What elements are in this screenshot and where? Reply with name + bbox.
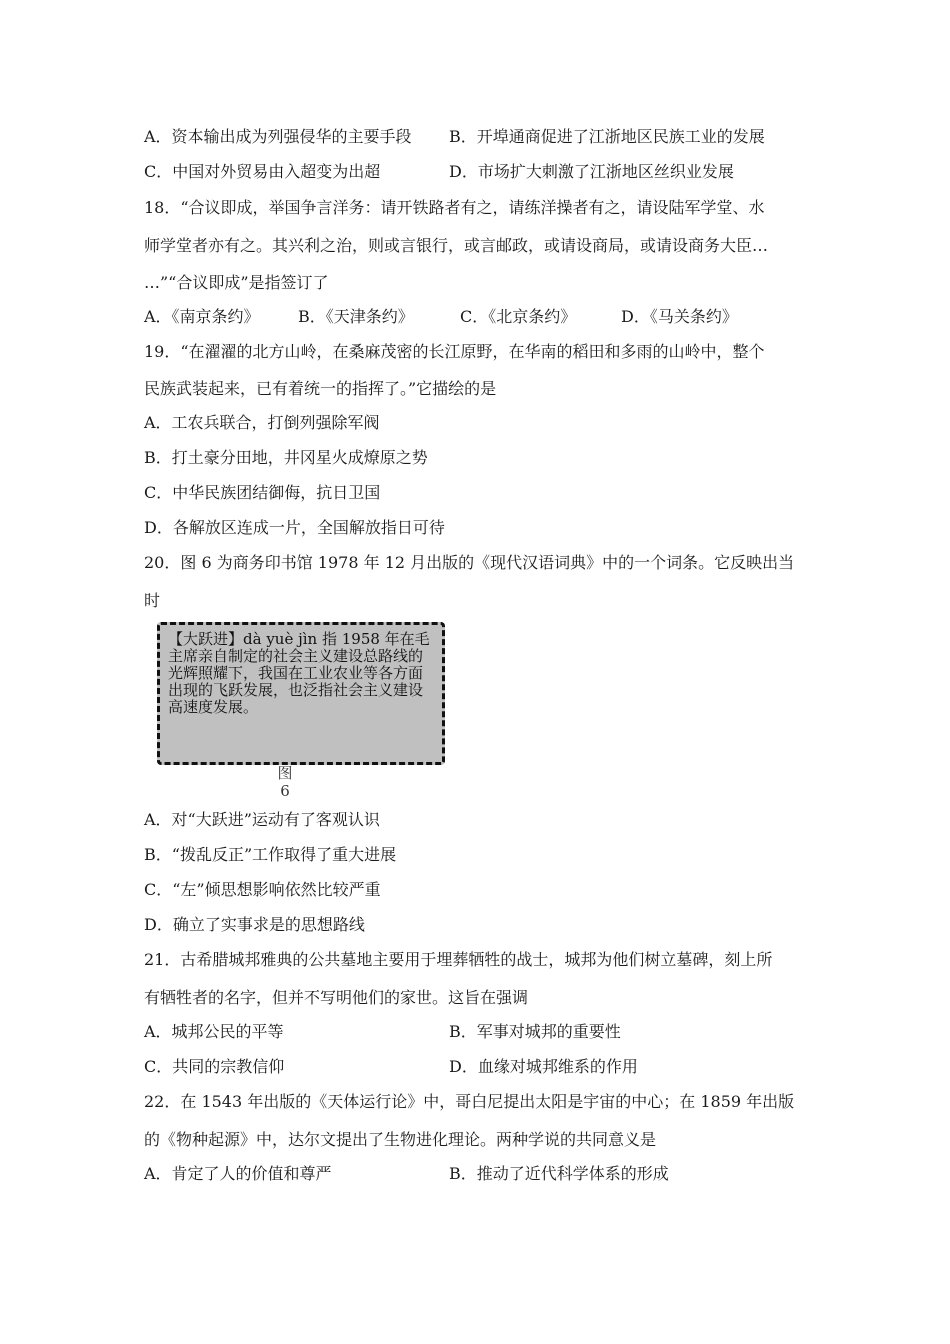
- q19-option-b: B．打土豪分田地，井冈星火成燎原之势: [144, 448, 428, 467]
- q18-stem-line-2: 师学堂者亦有之。其兴利之治，则或言银行，或言邮政，或请设商局，或请设商务大臣…: [144, 236, 769, 255]
- q19-stem-line-2: 民族武装起来，已有着统一的指挥了。”它描绘的是: [144, 379, 497, 398]
- q17-option-a: A．资本输出成为列强侵华的主要手段: [144, 127, 412, 146]
- q22-stem-line-2: 的《物种起源》中，达尔文提出了生物进化理论。两种学说的共同意义是: [144, 1130, 657, 1149]
- figure-caption-label: 图: [277, 764, 293, 782]
- q19-stem-line-1: 19．“在濯濯的北方山岭，在桑麻茂密的长江原野，在华南的稻田和多雨的山岭中，整个: [144, 342, 765, 361]
- q20-stem-line-1: 20．图 6 为商务印书馆 1978 年 12 月出版的《现代汉语词典》中的一个词条。它反映出当: [144, 553, 795, 572]
- q18-option-c: C．《北京条约》: [460, 307, 577, 326]
- q20-option-d: D．确立了实事求是的思想路线: [144, 915, 365, 934]
- q18-option-b: B．《天津条约》: [298, 307, 414, 326]
- figure-caption: [275, 764, 295, 800]
- q21-option-a: A．城邦公民的平等: [144, 1022, 284, 1041]
- q18-option-a: A．《南京条约》: [144, 307, 260, 326]
- q19-option-a: A．工农兵联合，打倒列强除军阀: [144, 413, 380, 432]
- q19-option-d: D．各解放区连成一片，全国解放指日可待: [144, 518, 445, 537]
- figure-caption-number: 6: [280, 782, 290, 800]
- q17-option-c: C．中国对外贸易由入超变为出超: [144, 162, 381, 181]
- q22-option-a: A．肯定了人的价值和尊严: [144, 1164, 332, 1183]
- q18-stem-line-3: …”“合议即成”是指签订了: [144, 273, 329, 292]
- q21-option-d: D．血缘对城邦维系的作用: [449, 1057, 638, 1076]
- q22-stem-line-1: 22．在 1543 年出版的《天体运行论》中，哥白尼提出太阳是宇宙的中心；在 1859 年出版: [144, 1092, 795, 1111]
- dictionary-entry-figure: 【大跃进】dà yuè jìn 指 1958 年在毛主席亲自制定的社会主义建设总路线的光辉照耀下，我国在工业农业等各方面出现的飞跃发展，也泛指社会主义建设高速度发展。: [157, 622, 445, 765]
- q19-option-c: C．中华民族团结御侮，抗日卫国: [144, 483, 381, 502]
- q21-option-b: B．军事对城邦的重要性: [449, 1022, 621, 1041]
- q18-option-d: D．《马关条约》: [621, 307, 738, 326]
- q17-option-d: D．市场扩大刺激了江浙地区丝织业发展: [449, 162, 734, 181]
- q18-stem-line-1: 18．“合议即成，举国争言洋务：请开铁路者有之，请练洋操者有之，请设陆军学堂、水: [144, 198, 765, 217]
- q22-option-b: B．推动了近代科学体系的形成: [449, 1164, 669, 1183]
- q20-stem-line-2: 时: [144, 591, 161, 610]
- q20-option-a: A．对“大跃进”运动有了客观认识: [144, 810, 380, 829]
- q21-stem-line-2: 有牺牲者的名字，但并不写明他们的家世。这旨在强调: [144, 988, 529, 1007]
- q20-option-c: C．“左”倾思想影响依然比较严重: [144, 880, 381, 899]
- q17-option-b: B．开埠通商促进了江浙地区民族工业的发展: [449, 127, 765, 146]
- q21-option-c: C．共同的宗教信仰: [144, 1057, 285, 1076]
- q21-stem-line-1: 21．古希腊城邦雅典的公共墓地主要用于埋葬牺牲的战士，城邦为他们树立墓碑，刻上所: [144, 950, 773, 969]
- q20-option-b: B．“拨乱反正”工作取得了重大进展: [144, 845, 397, 864]
